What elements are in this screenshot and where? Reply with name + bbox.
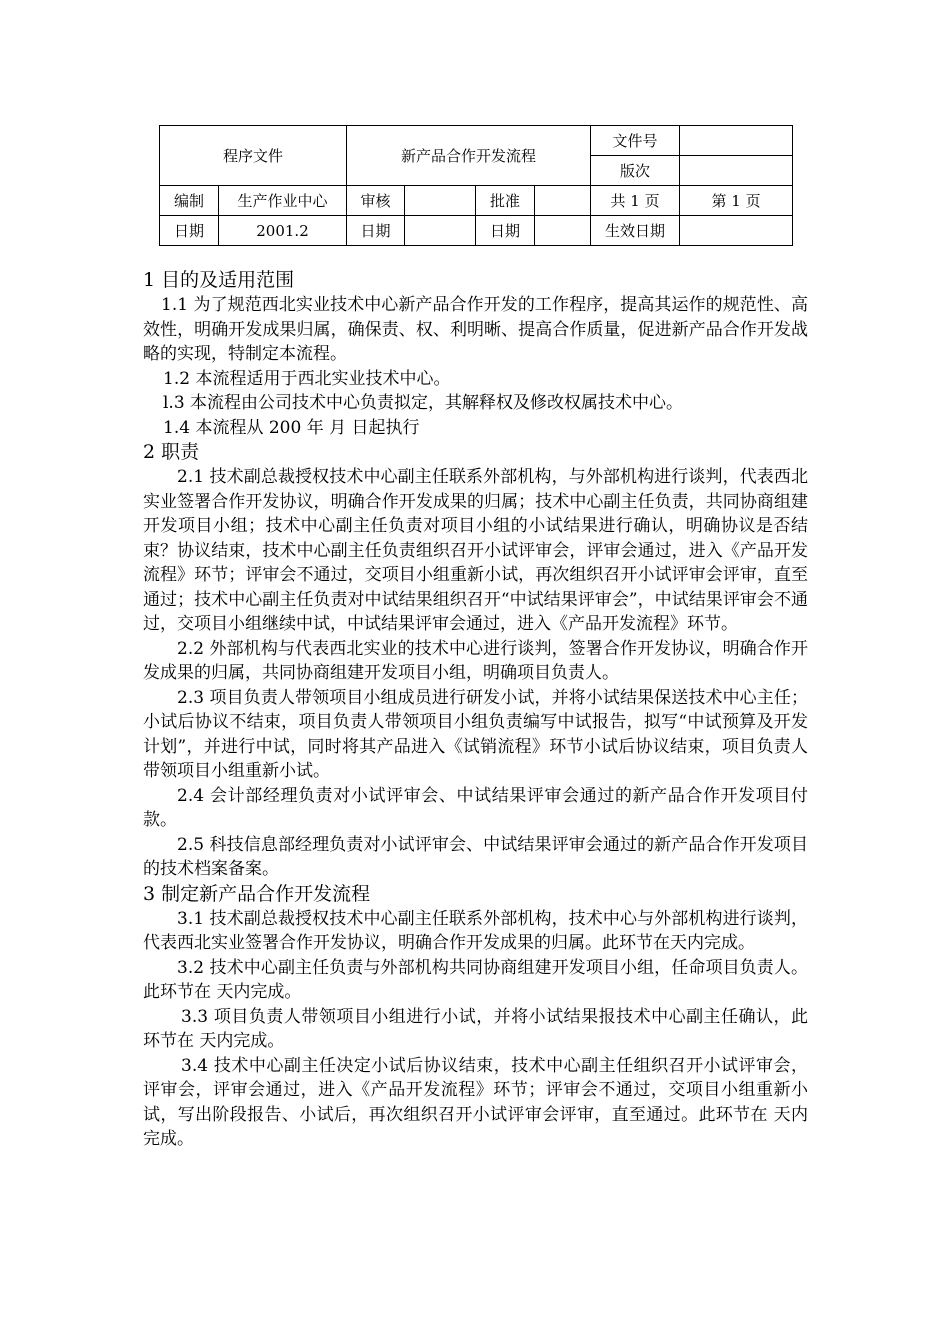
paragraph-2-5: 2.5 科技信息部经理负责对小试评审会、中试结果评审会通过的新产品合作开发项目的技术档案备案。 <box>143 834 808 879</box>
section-2-heading: 2 职责 <box>143 441 200 463</box>
approve-date-label: 日期 <box>476 216 535 246</box>
doc-type-cell: 程序文件 <box>160 126 347 186</box>
review-value <box>405 186 476 216</box>
document-header-table <box>159 125 793 246</box>
paragraph-3-3: 3.3 项目负责人带领项目小组进行小试，并将小试结果报技术中心副主任确认，此环节在 天内完成。 <box>143 1006 808 1051</box>
review-label: 审核 <box>347 186 405 216</box>
paragraph-1-4: 1.4 本流程从 200 年 月 日起执行 <box>163 417 420 438</box>
document-body <box>143 268 808 1152</box>
section-3-heading: 3 制定新产品合作开发流程 <box>143 882 371 905</box>
prepared-label: 编制 <box>160 186 219 216</box>
file-no-value <box>680 126 793 156</box>
date-value: 2001.2 <box>219 216 347 246</box>
review-date-value <box>405 216 476 246</box>
effective-date-value <box>680 216 793 246</box>
paragraph-1-3: l.3 本流程由公司技术中心负责拟定，其解释权及修改权属技术中心。 <box>163 393 684 413</box>
prepared-value: 生产作业中心 <box>219 186 347 216</box>
version-label: 版次 <box>591 156 680 186</box>
paragraph-2-2: 2.2 外部机构与代表西北实业的技术中心进行谈判，签署合作开发协议，明确合作开发成果的归属，共同协商组建开发项目小组，明确项目负责人。 <box>143 638 808 683</box>
review-date-label: 日期 <box>347 216 405 246</box>
page-number: 第 1 页 <box>680 186 793 216</box>
paragraph-3-2: 3.2 技术中心副主任负责与外部机构共同协商组建开发项目小组，任命项目负责人。此环节在 天内完成。 <box>143 957 808 1002</box>
approve-label: 批准 <box>476 186 535 216</box>
section-1-heading: 1 目的及适用范围 <box>143 269 295 291</box>
approve-date-value <box>535 216 591 246</box>
paragraph-2-3: 2.3 项目负责人带领项目小组成员进行研发小试，并将小试结果保送技术中心主任；小试后协议不结束，项目负责人带领项目小组负责编写中试报告，拟写“中试预算及开发计划”，并进行中试，同时将其产品进入《试销流程》环节小试后协议结束，项目负责人带领项目小组重新小试。 <box>143 687 808 781</box>
total-pages: 共 1 页 <box>591 186 680 216</box>
effective-date-label: 生效日期 <box>591 216 680 246</box>
paragraph-3-4: 3.4 技术中心副主任决定小试后协议结束，技术中心副主任组织召开小试评审会，评审会，评审会通过，进入《产品开发流程》环节；评审会不通过，交项目小组重新小试，写出阶段报告、小试后，再次组织召开小试评审会评审，直至通过。此环节在 天内完成。 <box>143 1055 808 1149</box>
paragraph-1-1: 1.1 为了规范西北实业技术中心新产品合作开发的工作程序，提高其运作的规范性、高效性，明确开发成果归属，确保责、权、利明晰、提高合作质量，促进新产品合作开发战略的实现，特制定本流程。 <box>143 295 808 364</box>
date-label: 日期 <box>160 216 219 246</box>
file-no-label: 文件号 <box>591 126 680 156</box>
version-value <box>680 156 793 186</box>
paragraph-3-1: 3.1 技术副总裁授权技术中心副主任联系外部机构，技术中心与外部机构进行谈判，代表西北实业签署合作开发协议，明确合作开发成果的归属。此环节在天内完成。 <box>143 908 808 953</box>
paragraph-2-1: 2.1 技术副总裁授权技术中心副主任联系外部机构，与外部机构进行谈判，代表西北实业签署合作开发协议，明确合作开发成果的归属；技术中心副主任负责，共同协商组建开发项目小组；技术中心副主任负责对项目小组的小试结果进行确认，明确协议是否结束？协议结束，技术中心副主任负责组织召开小试评审会，评审会通过，进入《产品开发流程》环节；评审会不通过，交项目小组重新小试，再次组织召开小试评审会评审，直至通过；技术中心副主任负责对中试结果组织召开“中试结果评审会”，中试结果评审会不通过，交项目小组继续中试，中试结果评审会通过，进入《产品开发流程》环节。 <box>143 467 808 634</box>
doc-title-cell: 新产品合作开发流程 <box>347 126 591 186</box>
approve-value <box>535 186 591 216</box>
paragraph-2-4: 2.4 会计部经理负责对小试评审会、中试结果评审会通过的新产品合作开发项目付款。 <box>143 785 808 830</box>
paragraph-1-2: 1.2 本流程适用于西北实业技术中心。 <box>163 368 451 389</box>
